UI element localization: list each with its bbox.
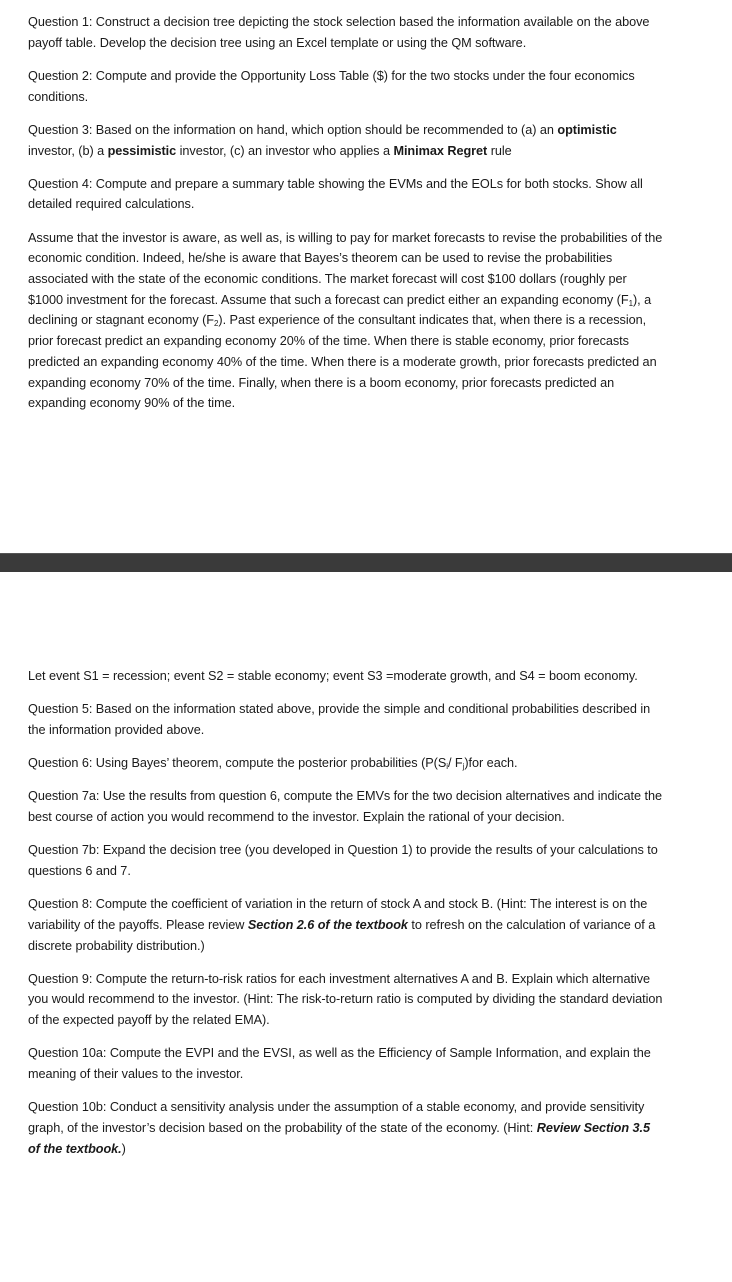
emphasis-pessimistic: pessimistic: [107, 143, 177, 158]
event-definitions: Let event S1 = recession; event S2 = stable economy; event S3 =moderate growth, and S4 = boom economy.: [28, 669, 638, 683]
emphasis-section-2-6: Section 2.6 of the textbook: [247, 917, 408, 932]
page-2-content: [28, 666, 663, 1172]
question-9: Question 9: Compute the return-to-risk ratios for each investment alternatives A and B. Explain which alternative you would recommend to the investor. (Hint: The risk-to-return ratio is computed by dividing the standard deviation of the expected payoff by the related EMA).: [28, 971, 663, 1028]
question-2: Question 2: Compute and provide the Opportunity Loss Table ($) for the two stocks under the four economics conditions.: [28, 68, 635, 104]
question-10b: Question 10b: Conduct a sensitivity analysis under the assumption of a stable economy, and provide sensitivity graph, of the investor’s decision based on the probability of the state of the economy. (Hint: Review Section 3.5 of the textbook.): [28, 1100, 651, 1156]
emphasis-optimistic: optimistic: [557, 122, 617, 137]
document-page-1: [0, 0, 732, 553]
emphasis-minimax-regret: Minimax Regret: [393, 143, 488, 158]
page-separator: [0, 553, 732, 573]
question-5: Question 5: Based on the information stated above, provide the simple and conditional probabilities described in the information provided above.: [28, 702, 651, 737]
question-8: Question 8: Compute the coefficient of variation in the return of stock A and stock B. (Hint: The interest is on the variability of the payoffs. Please review Section 2.6 of the textbook to refresh on the calculation of variance of a discrete probability distribution.): [28, 897, 656, 953]
emphasis-section-3-5: Review Section 3.5 of the textbook.: [28, 1120, 651, 1156]
forecast-assumption-paragraph: Assume that the investor is aware, as well as, is willing to pay for market forecasts to revise the probabilities of the economic condition. Indeed, he/she is aware that Bayes’s theorem can be used to revise the probabilities associated with the state of the economic conditions. The market forecast will cost $100 dollars (roughly per $1000 investment for the forecast. Assume that such a forecast can predict either an expanding economy $(F_1)$, a declining or stagnant economy $(F_2)$. Past experience of the consultant indicates that, when there is a recession, prior forecast predict an expanding economy 20% of the time. When there is stable economy, prior forecasts predicted an expanding economy 40% of the time. When there is a moderate growth, prior forecasts predicted an expanding economy 70% of the time. Finally, when there is a boom economy, prior forecasts predicted an expanding economy 90% of the time.: [28, 230, 663, 411]
question-7b: Question 7b: Expand the decision tree (you developed in Question 1) to provide the results of your calculations to questions 6 and 7.: [28, 843, 658, 878]
question-6: Question 6: Using Bayes’ theorem, compute the posterior probabilities ($P(S_i/$ $F_j)for$ each.: [28, 756, 518, 772]
page-1-content: [28, 12, 663, 426]
question-7a: Question 7a: Use the results from question 6, compute the EMVs for the two decision alternatives and indicate the best course of action you would recommend to the investor. Explain the rational of your decision.: [28, 789, 663, 825]
document-page-2: [0, 572, 732, 1282]
question-4: Question 4: Compute and prepare a summary table showing the EVMs and the EOLs for both stocks. Show all detailed required calculations.: [28, 176, 643, 212]
question-3: Question 3: Based on the information on hand, which option should be recommended to (a) an optimistic investor, (b) a pessimistic investor, (c) an investor who applies a Minimax Regret rule: [28, 122, 617, 158]
question-10a: Question 10a: Compute the EVPI and the EVSI, as well as the Efficiency of Sample Information, and explain the meaning of their values to the investor.: [28, 1046, 651, 1082]
question-1: Question 1: Construct a decision tree depicting the stock selection based the information available on the above payoff table. Develop the decision tree using an Excel template or using the QM software.: [28, 15, 650, 50]
